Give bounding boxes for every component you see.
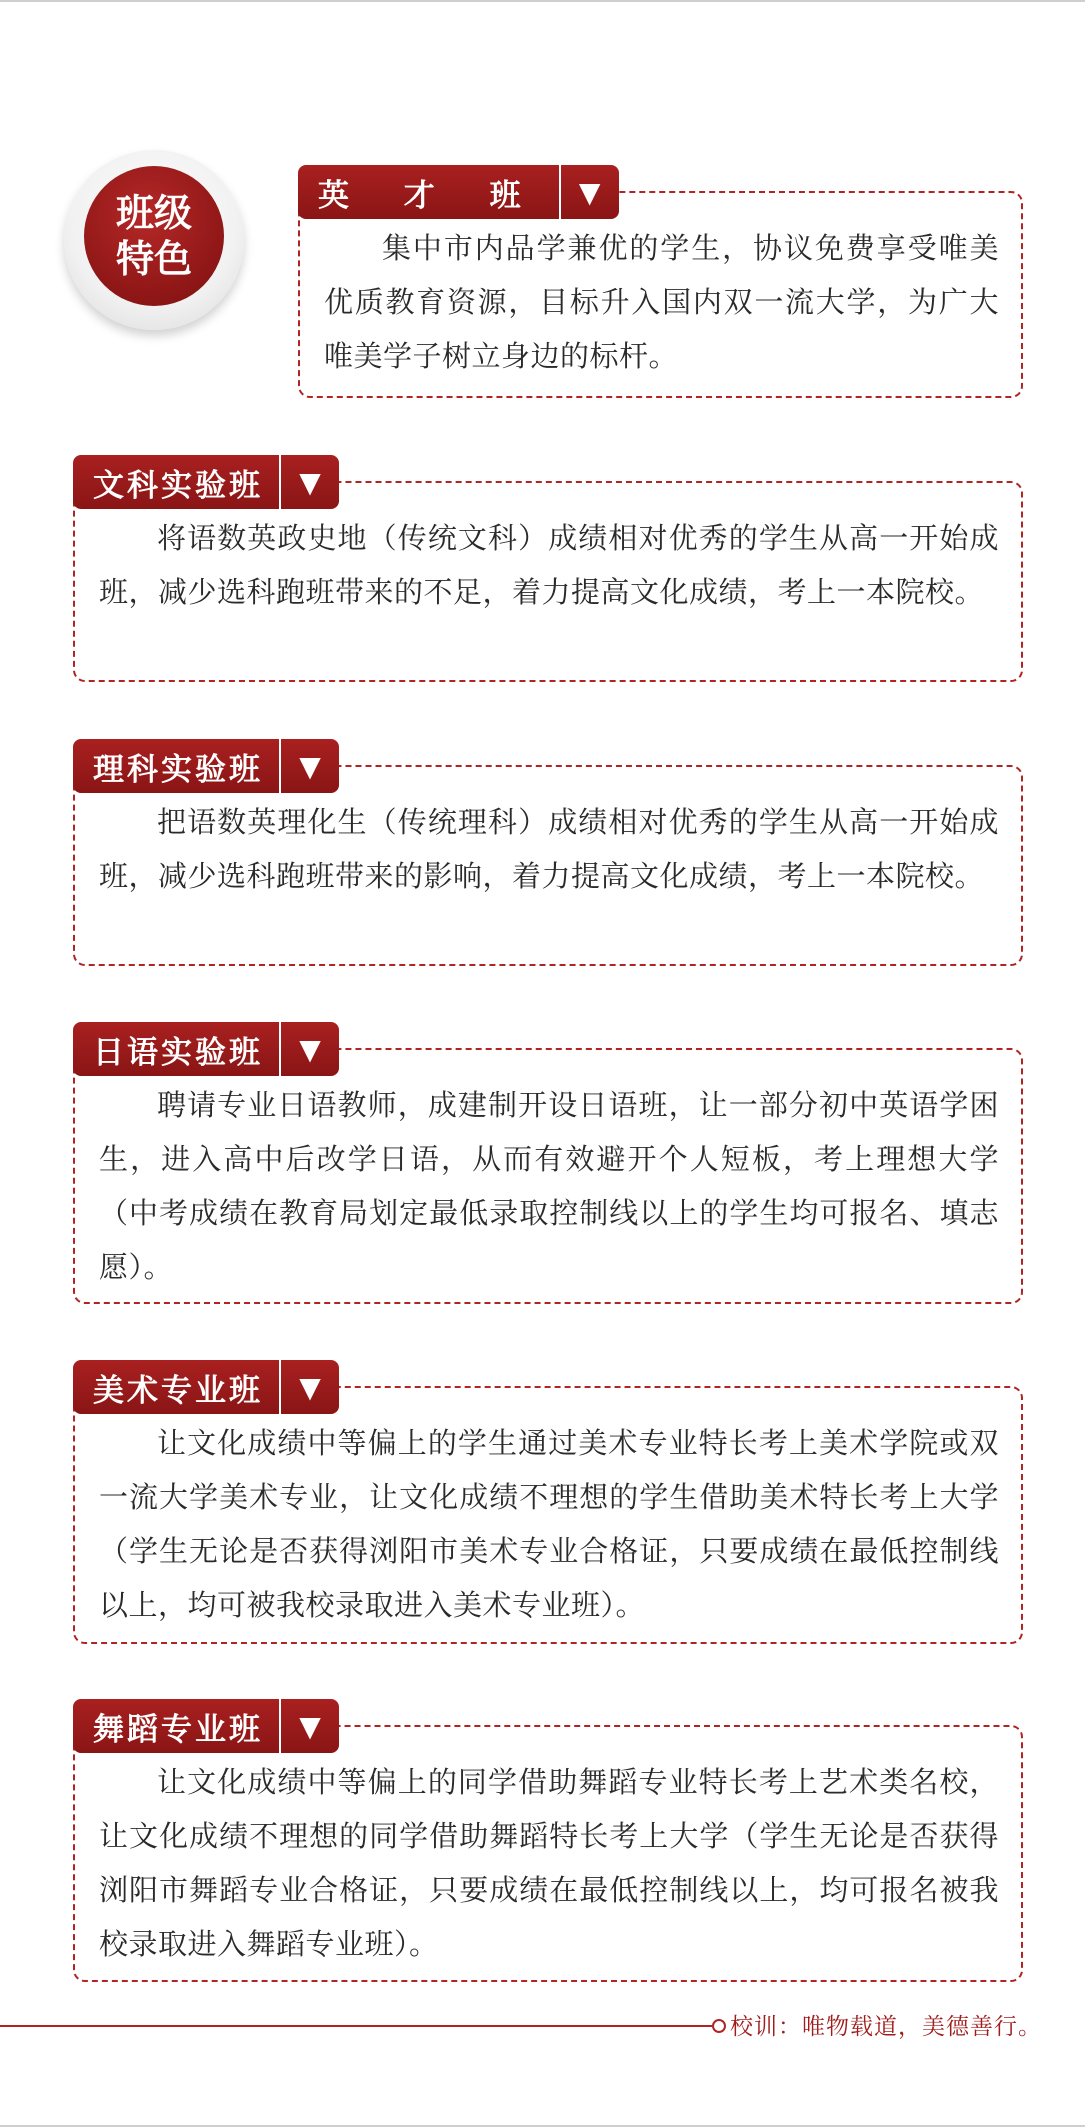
section-box <box>73 765 1023 966</box>
section-dance-class <box>73 1699 1023 1982</box>
section-box <box>73 1725 1023 1982</box>
section-box <box>73 481 1023 682</box>
chevron-down-icon: ▼ <box>279 1360 339 1414</box>
section-liberal-arts-class <box>73 455 1023 682</box>
badge-core <box>84 166 224 306</box>
top-border <box>0 0 1085 2</box>
section-tab <box>73 455 339 509</box>
section-title: 英 才 班 <box>298 165 559 219</box>
section-title: 理科实验班 <box>73 739 279 793</box>
section-title: 美术专业班 <box>73 1360 279 1414</box>
section-art-class <box>73 1360 1023 1644</box>
section-text: 把语数英理化生（传统理科）成绩相对优秀的学生从高一开始成班，减少选科跑班带来的影响，着力提高文化成绩，考上一本院校。 <box>99 805 999 893</box>
section-title: 文科实验班 <box>73 455 279 509</box>
section-science-class <box>73 739 1023 966</box>
chevron-down-icon: ▼ <box>279 1699 339 1753</box>
section-box <box>73 1386 1023 1644</box>
section-tab <box>73 1699 339 1753</box>
section-text: 聘请专业日语教师，成建制开设日语班，让一部分初中英语学困生，进入高中后改学日语，从而有效避开个人短板，考上理想大学（中考成绩在教育局划定最低录取控制线以上的学生均可报名、填志愿）。 <box>99 1088 999 1284</box>
chevron-down-icon: ▼ <box>279 455 339 509</box>
section-box <box>73 1048 1023 1304</box>
badge-line-2: 特色 <box>115 237 192 281</box>
section-title: 日语实验班 <box>73 1022 279 1076</box>
section-tab <box>73 1022 339 1076</box>
section-text: 将语数英政史地（传统文科）成绩相对优秀的学生从高一开始成班，减少选科跑班带来的不足，着力提高文化成绩，考上一本院校。 <box>99 521 999 609</box>
section-japanese-class <box>73 1022 1023 1304</box>
section-tab <box>298 165 619 219</box>
badge-line-1: 班级 <box>115 191 192 235</box>
section-text: 让文化成绩中等偏上的学生通过美术专业特长考上美术学院或双一流大学美术专业，让文化成绩不理想的学生借助美术特长考上大学（学生无论是否获得浏阳市美术专业合格证，只要成绩在最低控制线以上，均可被我校录取进入美术专业班）。 <box>99 1426 999 1622</box>
footer-rule <box>0 2025 712 2027</box>
section-box <box>298 191 1023 398</box>
chevron-down-icon: ▼ <box>279 739 339 793</box>
chevron-down-icon: ▼ <box>559 165 619 219</box>
footer-dot-icon <box>712 2019 726 2033</box>
section-text: 让文化成绩中等偏上的同学借助舞蹈专业特长考上艺术类名校，让文化成绩不理想的同学借助舞蹈特长考上大学（学生无论是否获得浏阳市舞蹈专业合格证，只要成绩在最低控制线以上，均可报名被我校录取进入舞蹈专业班）。 <box>99 1765 999 1961</box>
school-motto: 校训：唯物载道，美德善行。 <box>730 2014 1042 2040</box>
section-elite-class <box>298 165 1023 398</box>
chevron-down-icon: ▼ <box>279 1022 339 1076</box>
section-text: 集中市内品学兼优的学生，协议免费享受唯美优质教育资源，目标升入国内双一流大学，为广大唯美学子树立身边的标杆。 <box>324 231 999 373</box>
section-title: 舞蹈专业班 <box>73 1699 279 1753</box>
section-tab <box>73 1360 339 1414</box>
class-feature-badge <box>64 150 244 330</box>
section-tab <box>73 739 339 793</box>
